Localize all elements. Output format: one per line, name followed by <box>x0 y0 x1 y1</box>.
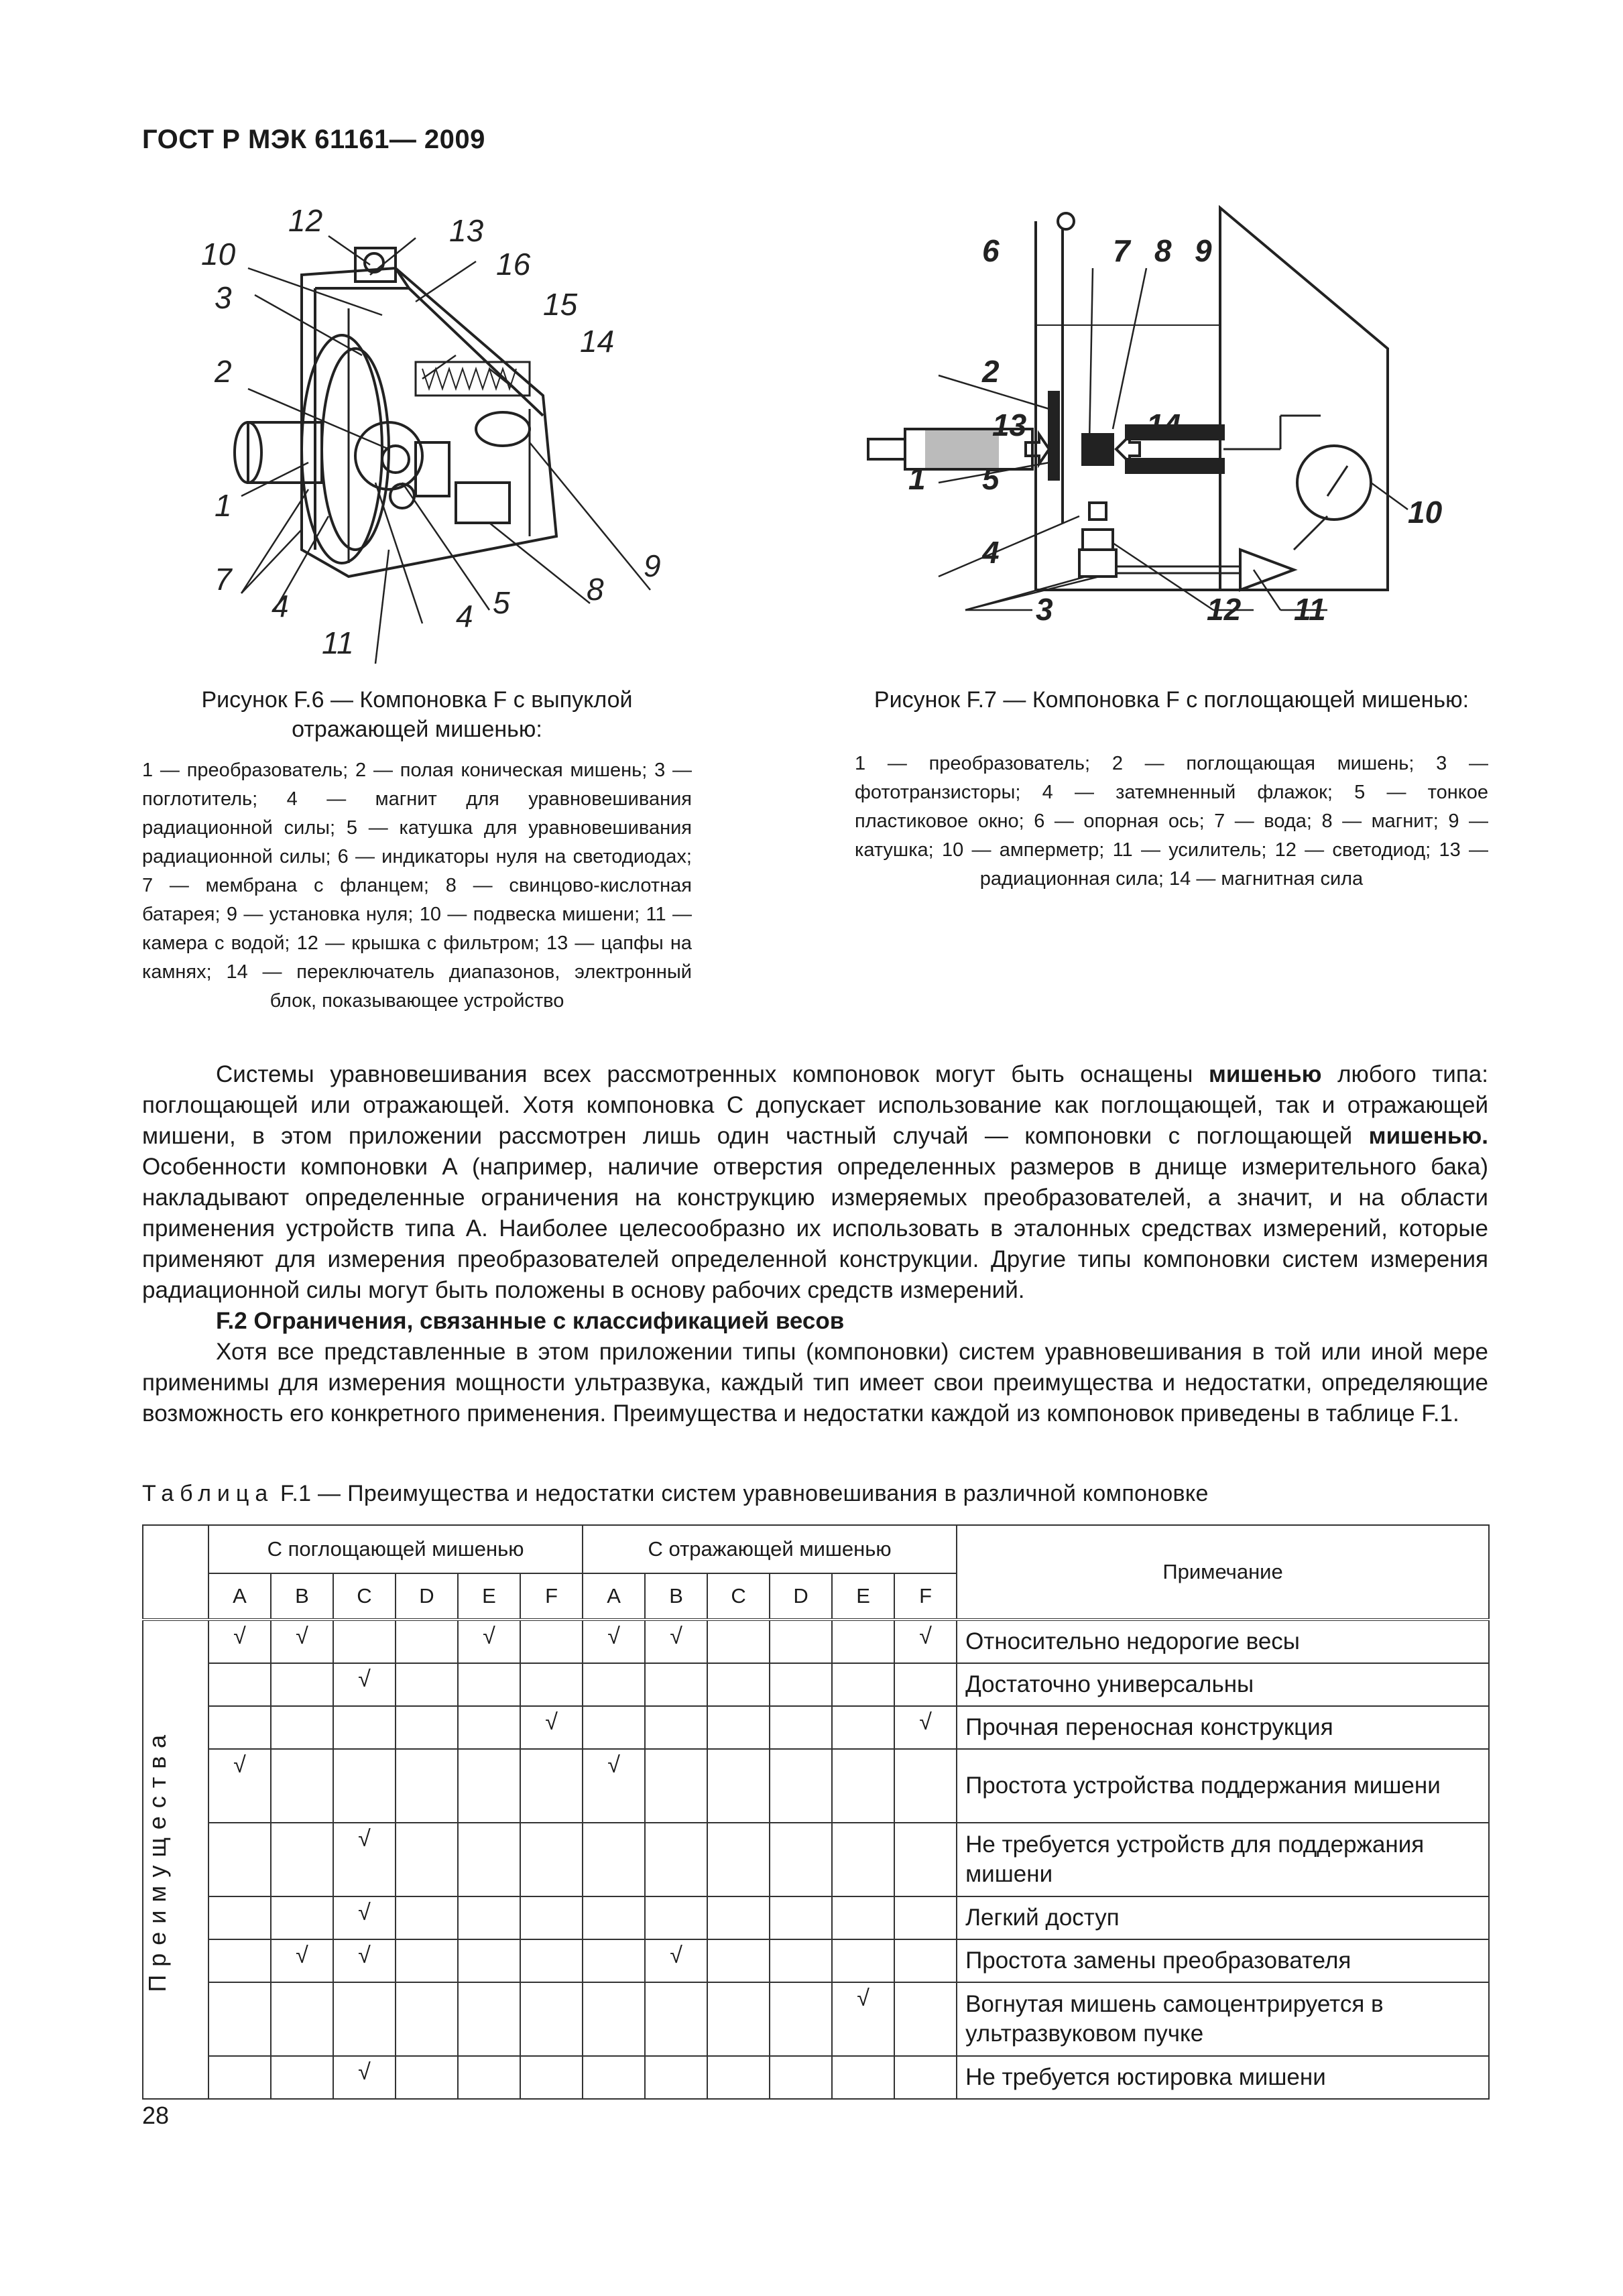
fig7-label-10: 10 <box>1408 495 1443 530</box>
mark-cell <box>333 1749 396 1823</box>
row-group-label <box>143 1620 208 2099</box>
mark-cell <box>520 1663 583 1706</box>
mark-cell <box>707 2056 770 2099</box>
fig7-label-1: 1 <box>908 461 926 496</box>
mark-cell <box>271 1749 333 1823</box>
mark-cell <box>645 1749 707 1823</box>
mark-cell <box>458 1823 520 1896</box>
mark-cell <box>396 1823 458 1896</box>
mark-cell <box>770 1896 832 1939</box>
mark-cell: √ <box>832 1982 894 2056</box>
mark-cell: √ <box>271 1620 333 1663</box>
mark-cell: √ <box>333 1939 396 1982</box>
mark-cell: √ <box>333 1823 396 1896</box>
note-cell: Простота устройства поддержания мишени <box>957 1749 1489 1823</box>
fig6-label-16: 16 <box>496 247 531 282</box>
column-header: F <box>894 1573 957 1620</box>
mark-cell: √ <box>333 2056 396 2099</box>
fig6-label-10: 10 <box>201 237 236 271</box>
mark-cell <box>396 2056 458 2099</box>
mark-cell: √ <box>894 1620 957 1663</box>
mark-cell <box>520 1982 583 2056</box>
figure-f6-legend: 1 — преобразователь; 2 — полая коническая мишень; 3 — поглотитель; 4 — магнит для уравновешивания радиационной силы; 5 — катушка для уравновешивания радиационной силы; 6 — индикаторы нуля на светодиодах; 7 — мембрана с фланцем; 8 — свинцово-кислотная батарея; 9 — установка нуля; 10 — подвеска мишени; 11 — камера с водой; 12 — крышка с фильтром; 13 — цапфы на камнях; 14 — переключатель диапазонов, электронный блок, показывающее устройство <box>142 760 692 1012</box>
mark-cell <box>458 1706 520 1749</box>
mark-cell <box>770 1706 832 1749</box>
mark-cell: √ <box>645 1620 707 1663</box>
mark-cell <box>770 2056 832 2099</box>
mark-cell <box>271 1896 333 1939</box>
table-row <box>143 1896 1489 1939</box>
mark-cell <box>583 1823 645 1896</box>
mark-cell <box>770 1620 832 1663</box>
mark-cell <box>396 1896 458 1939</box>
mark-cell <box>396 1939 458 1982</box>
table-row <box>143 1939 1489 1982</box>
note-cell: Вогнутая мишень самоцентрируется в ультразвуковом пучке <box>957 1982 1489 2056</box>
note-cell: Прочная переносная конструкция <box>957 1706 1489 1749</box>
mark-cell <box>707 1896 770 1939</box>
mark-cell: √ <box>208 1620 271 1663</box>
column-header: C <box>707 1573 770 1620</box>
mark-cell <box>645 1896 707 1939</box>
page-number: 28 <box>142 2102 170 2129</box>
table-row <box>143 1706 1489 1749</box>
mark-cell <box>208 1823 271 1896</box>
note-cell: Не требуется устройств для поддержания мишени <box>957 1823 1489 1896</box>
mark-cell <box>520 1620 583 1663</box>
mark-cell <box>583 1939 645 1982</box>
mark-cell <box>396 1706 458 1749</box>
mark-cell <box>583 1982 645 2056</box>
mark-cell <box>208 1982 271 2056</box>
column-header: C <box>333 1573 396 1620</box>
column-header: D <box>770 1573 832 1620</box>
note-cell: Достаточно универсальны <box>957 1663 1489 1706</box>
mark-cell <box>707 1982 770 2056</box>
mark-cell <box>458 1896 520 1939</box>
fig6-label-13: 13 <box>449 213 484 248</box>
note-cell: Относительно недорогие весы <box>957 1620 1489 1663</box>
paragraph-1: Системы уравновешивания всех рассмотренных компоновок могут быть оснащены мишенью любого типа: поглощающей или отражающей. Хотя компоновка С допускает использование как поглощающей, так и отражающей мишени, в этом приложении рассмотрен лишь один частный случай — компоновки с поглощающей мишенью. Особенности компоновки А (например, наличие отверстия определенных размеров в днище измерительного бака) накладывают определенные ограничения на конструкцию измеряемых преобразователей, а значит, и на области применения устройств типа А. Наиболее целесообразно их использовать в эталонных средствах измерений, которые применяют для измерения преобразователей определенной конструкции. Другие типы компоновки систем измерения радиационной силы могут быть положены в основу рабочих средств измерений. <box>142 1061 1488 1303</box>
mark-cell: √ <box>583 1620 645 1663</box>
mark-cell <box>520 2056 583 2099</box>
mark-cell <box>520 1896 583 1939</box>
mark-cell <box>458 1939 520 1982</box>
mark-cell: √ <box>520 1706 583 1749</box>
figure-f6-caption: Рисунок F.6 — Компоновка F с выпуклой отражающей мишенью: <box>201 687 633 742</box>
mark-cell <box>333 1620 396 1663</box>
mark-cell <box>894 1939 957 1982</box>
column-header: B <box>645 1573 707 1620</box>
mark-cell <box>271 1706 333 1749</box>
fig7-label-6: 6 <box>982 233 1000 268</box>
mark-cell <box>520 1939 583 1982</box>
table-f1 <box>142 1524 1490 2100</box>
figure-f6-drawing <box>194 201 704 664</box>
fig6-label-4b: 4 <box>456 599 473 633</box>
table-row <box>143 2056 1489 2099</box>
mark-cell <box>458 1982 520 2056</box>
mark-cell <box>894 1896 957 1939</box>
mark-cell <box>645 1823 707 1896</box>
fig6-label-3: 3 <box>215 280 232 315</box>
mark-cell: √ <box>271 1939 333 1982</box>
mark-cell <box>396 1749 458 1823</box>
mark-cell <box>208 1939 271 1982</box>
mark-cell <box>520 1823 583 1896</box>
mark-cell <box>208 1706 271 1749</box>
mark-cell: √ <box>333 1663 396 1706</box>
mark-cell <box>707 1620 770 1663</box>
table-row <box>143 1749 1489 1823</box>
column-header: E <box>458 1573 520 1620</box>
mark-cell <box>832 2056 894 2099</box>
mark-cell: √ <box>333 1896 396 1939</box>
mark-cell: √ <box>645 1939 707 1982</box>
fig6-label-8: 8 <box>587 572 604 607</box>
mark-cell <box>894 1663 957 1706</box>
fig6-label-7: 7 <box>215 562 232 597</box>
column-header: E <box>832 1573 894 1620</box>
group-reflecting: С отражающей мишенью <box>583 1525 957 1573</box>
mark-cell <box>770 1939 832 1982</box>
mark-cell <box>707 1663 770 1706</box>
fig7-label-3: 3 <box>1036 592 1053 627</box>
note-cell: Не требуется юстировка мишени <box>957 2056 1489 2099</box>
fig7-label-14: 14 <box>1146 408 1181 442</box>
figure-f7-drawing <box>865 201 1468 637</box>
mark-cell <box>832 1620 894 1663</box>
fig6-label-4a: 4 <box>272 589 289 623</box>
mark-cell <box>707 1706 770 1749</box>
column-header: A <box>583 1573 645 1620</box>
column-header: D <box>396 1573 458 1620</box>
mark-cell <box>458 1663 520 1706</box>
fig7-label-7: 7 <box>1113 233 1130 268</box>
column-header: F <box>520 1573 583 1620</box>
figure-f7-caption: Рисунок F.7 — Компоновка F с поглощающей мишенью: <box>874 687 1469 713</box>
figure-f7-legend: 1 — преобразователь; 2 — поглощающая мишень; 3 — фототранзисторы; 4 — затемненный флажок; 5 — тонкое пластиковое окно; 6 — опорная ось; 7 — вода; 8 — магнит; 9 — катушка; 10 — амперметр; 11 — усилитель; 12 — светодиод; 13 — радиационная сила; 14 — магнитная сила <box>855 753 1488 890</box>
mark-cell <box>645 1706 707 1749</box>
mark-cell: √ <box>208 1749 271 1823</box>
mark-cell <box>271 1982 333 2056</box>
fig7-label-13: 13 <box>992 408 1027 442</box>
mark-cell <box>396 1663 458 1706</box>
paragraph-2: Хотя все представленные в этом приложении типы (компоновки) систем уравновешивания в той или иной мере применимы для измерения мощности ультразвука, каждый тип имеет свои преимущества и недостатки, определяющие возможность его конкретного применения. Преимущества и недостатки каждой из компоновок приведены в таблице F.1. <box>142 1339 1488 1427</box>
mark-cell <box>458 2056 520 2099</box>
fig7-label-5: 5 <box>982 461 1000 496</box>
fig7-label-12: 12 <box>1207 592 1242 627</box>
fig6-label-12: 12 <box>288 203 323 238</box>
mark-cell: √ <box>583 1749 645 1823</box>
fig7-label-11: 11 <box>1294 592 1326 627</box>
group-absorbing: С поглощающей мишенью <box>208 1525 583 1573</box>
mark-cell <box>208 2056 271 2099</box>
fig7-label-8: 8 <box>1154 233 1172 268</box>
fig7-label-4: 4 <box>982 535 1000 570</box>
body-text <box>142 1059 1488 1429</box>
mark-cell <box>832 1939 894 1982</box>
fig7-label-9: 9 <box>1195 233 1212 268</box>
mark-cell <box>770 1982 832 2056</box>
mark-cell <box>583 1663 645 1706</box>
mark-cell <box>645 1982 707 2056</box>
mark-cell <box>894 1823 957 1896</box>
note-header: Примечание <box>957 1525 1489 1620</box>
mark-cell <box>832 1663 894 1706</box>
mark-cell <box>770 1749 832 1823</box>
document-header: ГОСТ Р МЭК 61161— 2009 <box>142 125 485 154</box>
mark-cell <box>271 1663 333 1706</box>
mark-cell <box>208 1896 271 1939</box>
mark-cell <box>832 1823 894 1896</box>
mark-cell <box>645 2056 707 2099</box>
mark-cell <box>894 1749 957 1823</box>
mark-cell: √ <box>458 1620 520 1663</box>
fig6-label-15: 15 <box>543 287 578 322</box>
mark-cell <box>832 1896 894 1939</box>
mark-cell <box>770 1823 832 1896</box>
mark-cell <box>271 1823 333 1896</box>
fig6-label-11: 11 <box>322 625 354 660</box>
column-header: B <box>271 1573 333 1620</box>
mark-cell <box>333 1982 396 2056</box>
mark-cell <box>520 1749 583 1823</box>
mark-cell <box>458 1749 520 1823</box>
mark-cell <box>645 1663 707 1706</box>
note-cell: Простота замены преобразователя <box>957 1939 1489 1982</box>
mark-cell <box>396 1620 458 1663</box>
note-cell: Легкий доступ <box>957 1896 1489 1939</box>
fig6-label-1: 1 <box>215 488 232 523</box>
fig6-label-9: 9 <box>644 548 661 583</box>
mark-cell <box>707 1749 770 1823</box>
fig6-label-14: 14 <box>580 324 615 359</box>
mark-cell <box>333 1706 396 1749</box>
mark-cell: √ <box>894 1706 957 1749</box>
mark-cell <box>396 1982 458 2056</box>
mark-cell <box>832 1706 894 1749</box>
mark-cell <box>583 1896 645 1939</box>
corner-cell <box>143 1525 208 1620</box>
fig7-label-2: 2 <box>982 354 1000 389</box>
mark-cell <box>770 1663 832 1706</box>
mark-cell <box>707 1939 770 1982</box>
mark-cell <box>894 1982 957 2056</box>
mark-cell <box>583 2056 645 2099</box>
table-row <box>143 1663 1489 1706</box>
column-header: A <box>208 1573 271 1620</box>
table-row <box>143 1982 1489 2056</box>
mark-cell <box>894 2056 957 2099</box>
mark-cell <box>271 2056 333 2099</box>
section-heading-f2: F.2 Ограничения, связанные с классификацией весов <box>216 1308 845 1334</box>
mark-cell <box>832 1749 894 1823</box>
fig6-label-5: 5 <box>493 585 510 620</box>
mark-cell <box>707 1823 770 1896</box>
mark-cell <box>208 1663 271 1706</box>
row-group-text: Преимущества <box>143 1727 171 1992</box>
table-title: Таблица F.1 — Преимущества и недостатки систем уравновешивания в различной компоновке <box>142 1481 1209 1506</box>
table-row <box>143 1823 1489 1896</box>
table-row <box>143 1620 1489 1663</box>
fig6-label-2: 2 <box>215 354 232 389</box>
mark-cell <box>583 1706 645 1749</box>
